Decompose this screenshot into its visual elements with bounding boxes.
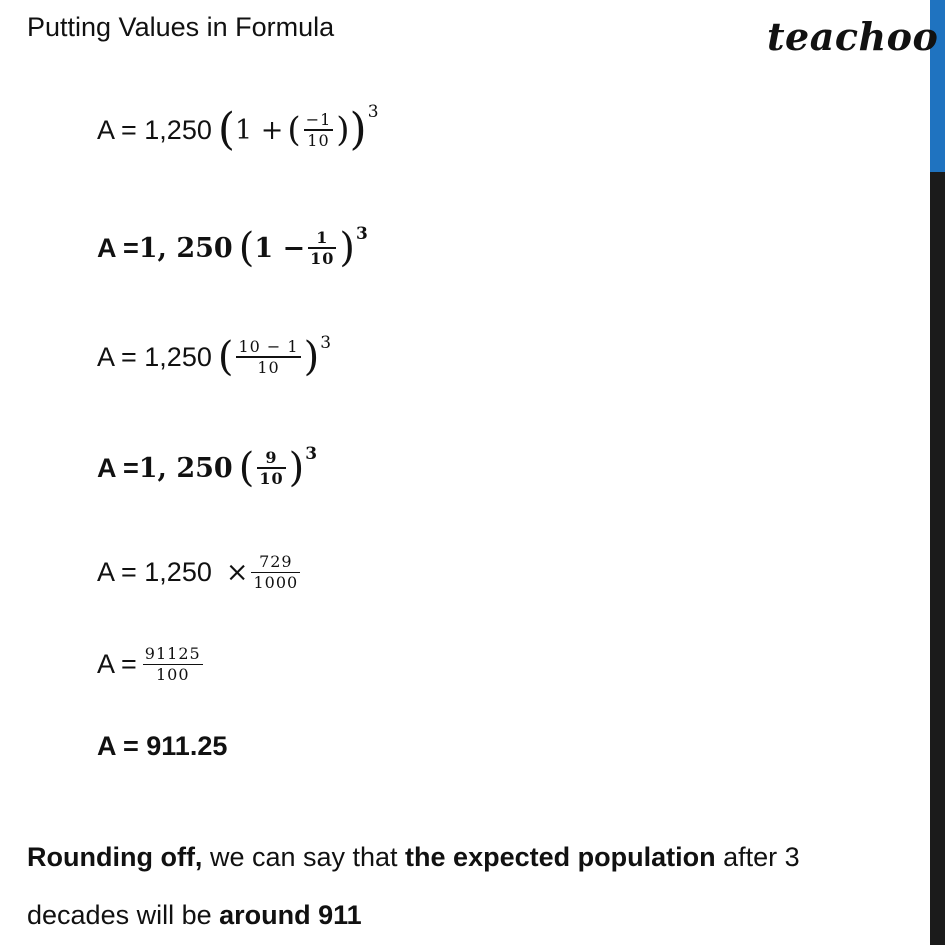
- equation-lhs: A =: [97, 452, 139, 483]
- equation-lhs: A =: [97, 648, 137, 679]
- equation-step-4: A = 1, 250 ( $\frac{9}{10}$ ) 3: [97, 444, 318, 491]
- equation-step-5: [97, 553, 303, 592]
- fraction: $\frac{10 - 1}{10}$: [238, 336, 299, 377]
- equation-step-2: A = 1, 250 ( 1 − $\frac{1}{10}$ ) 3: [97, 224, 368, 271]
- equation-lhs: A = 1,250: [97, 341, 212, 372]
- fraction: $\frac{91125}{100}$: [144, 644, 201, 685]
- equation-lhs: A =: [97, 232, 139, 263]
- fraction: $\frac{9}{10}$: [259, 447, 284, 488]
- section-title: Putting Values in Formula: [27, 12, 335, 42]
- fraction: $\frac{729}{1000}$: [253, 552, 299, 593]
- equation-coefficient: 1, 250: [138, 452, 233, 484]
- scrollbar[interactable]: [930, 0, 945, 945]
- equation-term: 1 −: [254, 232, 306, 264]
- equation-step-6: [97, 645, 206, 684]
- conclusion-line-1: Rounding off, we can say that the expected population after 3: [27, 842, 800, 872]
- equation-step-1: A = 1,250 ( 1 + ( $\frac{-1}{10}$ ) ) 3: [97, 102, 379, 155]
- equation-lhs: A = 1,250: [97, 556, 212, 587]
- exponent: 3: [320, 333, 332, 353]
- teachoo-logo: teachoo: [767, 14, 939, 59]
- fraction: $\frac{-1}{10}$: [305, 109, 332, 150]
- equation-lhs: A = 1,250: [97, 114, 212, 145]
- exponent: 3: [356, 224, 368, 244]
- equation-term: 1 +: [235, 114, 284, 146]
- conclusion-line-2: decades will be around 911: [27, 900, 362, 930]
- times-sign: ×: [225, 556, 249, 588]
- exponent: 3: [367, 102, 379, 122]
- equation-coefficient: 1, 250: [138, 232, 233, 264]
- exponent: 3: [305, 444, 318, 464]
- fraction: $\frac{1}{10}$: [310, 227, 335, 268]
- equation-step-7: A = 911.25: [97, 731, 228, 761]
- equation-step-3: A = 1,250 ( $\frac{10 - 1}{10}$ ) 3: [97, 333, 332, 380]
